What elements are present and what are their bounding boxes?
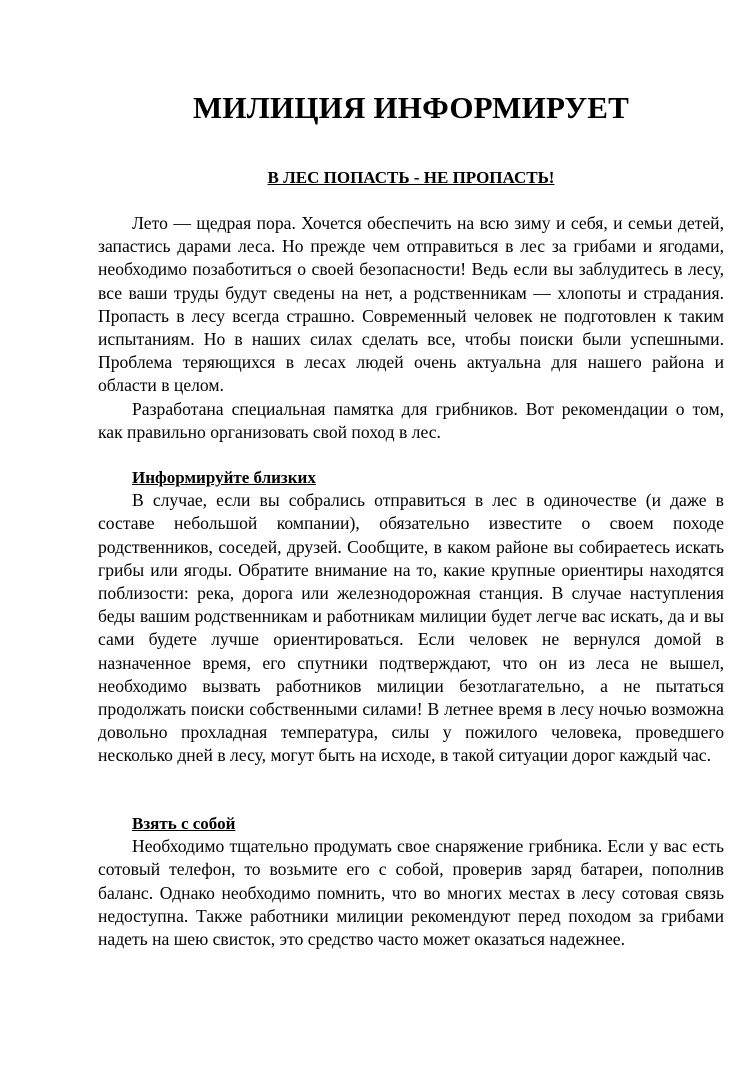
intro-paragraph-2: Разработана специальная памятка для грибников. Вот рекомендации о том, как правильно организовать свой поход в лес. [98, 398, 724, 442]
section-heading: Взять с собой [132, 814, 236, 833]
intro-block [98, 212, 724, 444]
section-inform-relatives [98, 466, 724, 768]
article-subtitle: В ЛЕС ПОПАСТЬ - НЕ ПРОПАСТЬ! [267, 168, 555, 187]
page-title: МИЛИЦИЯ ИНФОРМИРУЕТ [192, 90, 630, 125]
section-paragraph: Необходимо тщательно продумать свое снаряжение грибника. Если у вас есть сотовый телефон, то возьмите его с собой, проверив заряд батареи, пополнив баланс. Однако необходимо помнить, что во многих местах в лесу сотовая связь недоступна. Также работники милиции рекомендуют перед походом за грибами надеть на шею свисток, это средство часто может оказаться надежнее. [98, 836, 724, 950]
section-paragraph: В случае, если вы собрались отправиться в лес в одиночестве (и даже в составе небольшой компании), обязательно известите о своем походе родственников, соседей, друзей. Сообщите, в каком районе вы собираетесь искать грибы или ягоды. Обратите внимание на то, какие крупные ориентиры находятся поблизости: река, дорога или железнодорожная станция. В случае наступления беды вашим родственникам и работникам милиции будет легче вас искать, да и вы сами будете лучше ориентироваться. Если человек не вернулся домой в назначенное время, его спутники подтверждают, что он из леса не вышел, необходимо вызвать работников милиции безотлагательно, а не пытаться продолжать поиски собственными силами! В летнее время в лесу ночью возможна довольно прохладная температура, силы у пожилого человека, проведшего несколько дней в лесу, могут быть на исходе, в такой ситуации дорог каждый час. [98, 490, 724, 766]
section-heading: Информируйте близких [132, 468, 316, 487]
intro-paragraph-1: Лето — щедрая пора. Хочется обеспечить на всю зиму и себя, и семьи детей, запастись дарами леса. Но прежде чем отправиться в лес за грибами и ягодами, необходимо позаботиться о своей безопасности! Ведь если вы заблудитесь в лесу, все ваши труды будут сведены на нет, а родственникам — хлопоты и страдания. Пропасть в лесу всегда страшно. Современный человек не подготовлен к таким испытаниям. Но в наших силах сделать все, чтобы поиски были успешными. Проблема теряющихся в лесах людей очень актуальна для нашего района и области в целом. [98, 213, 724, 396]
section-take-with-you [98, 812, 724, 951]
